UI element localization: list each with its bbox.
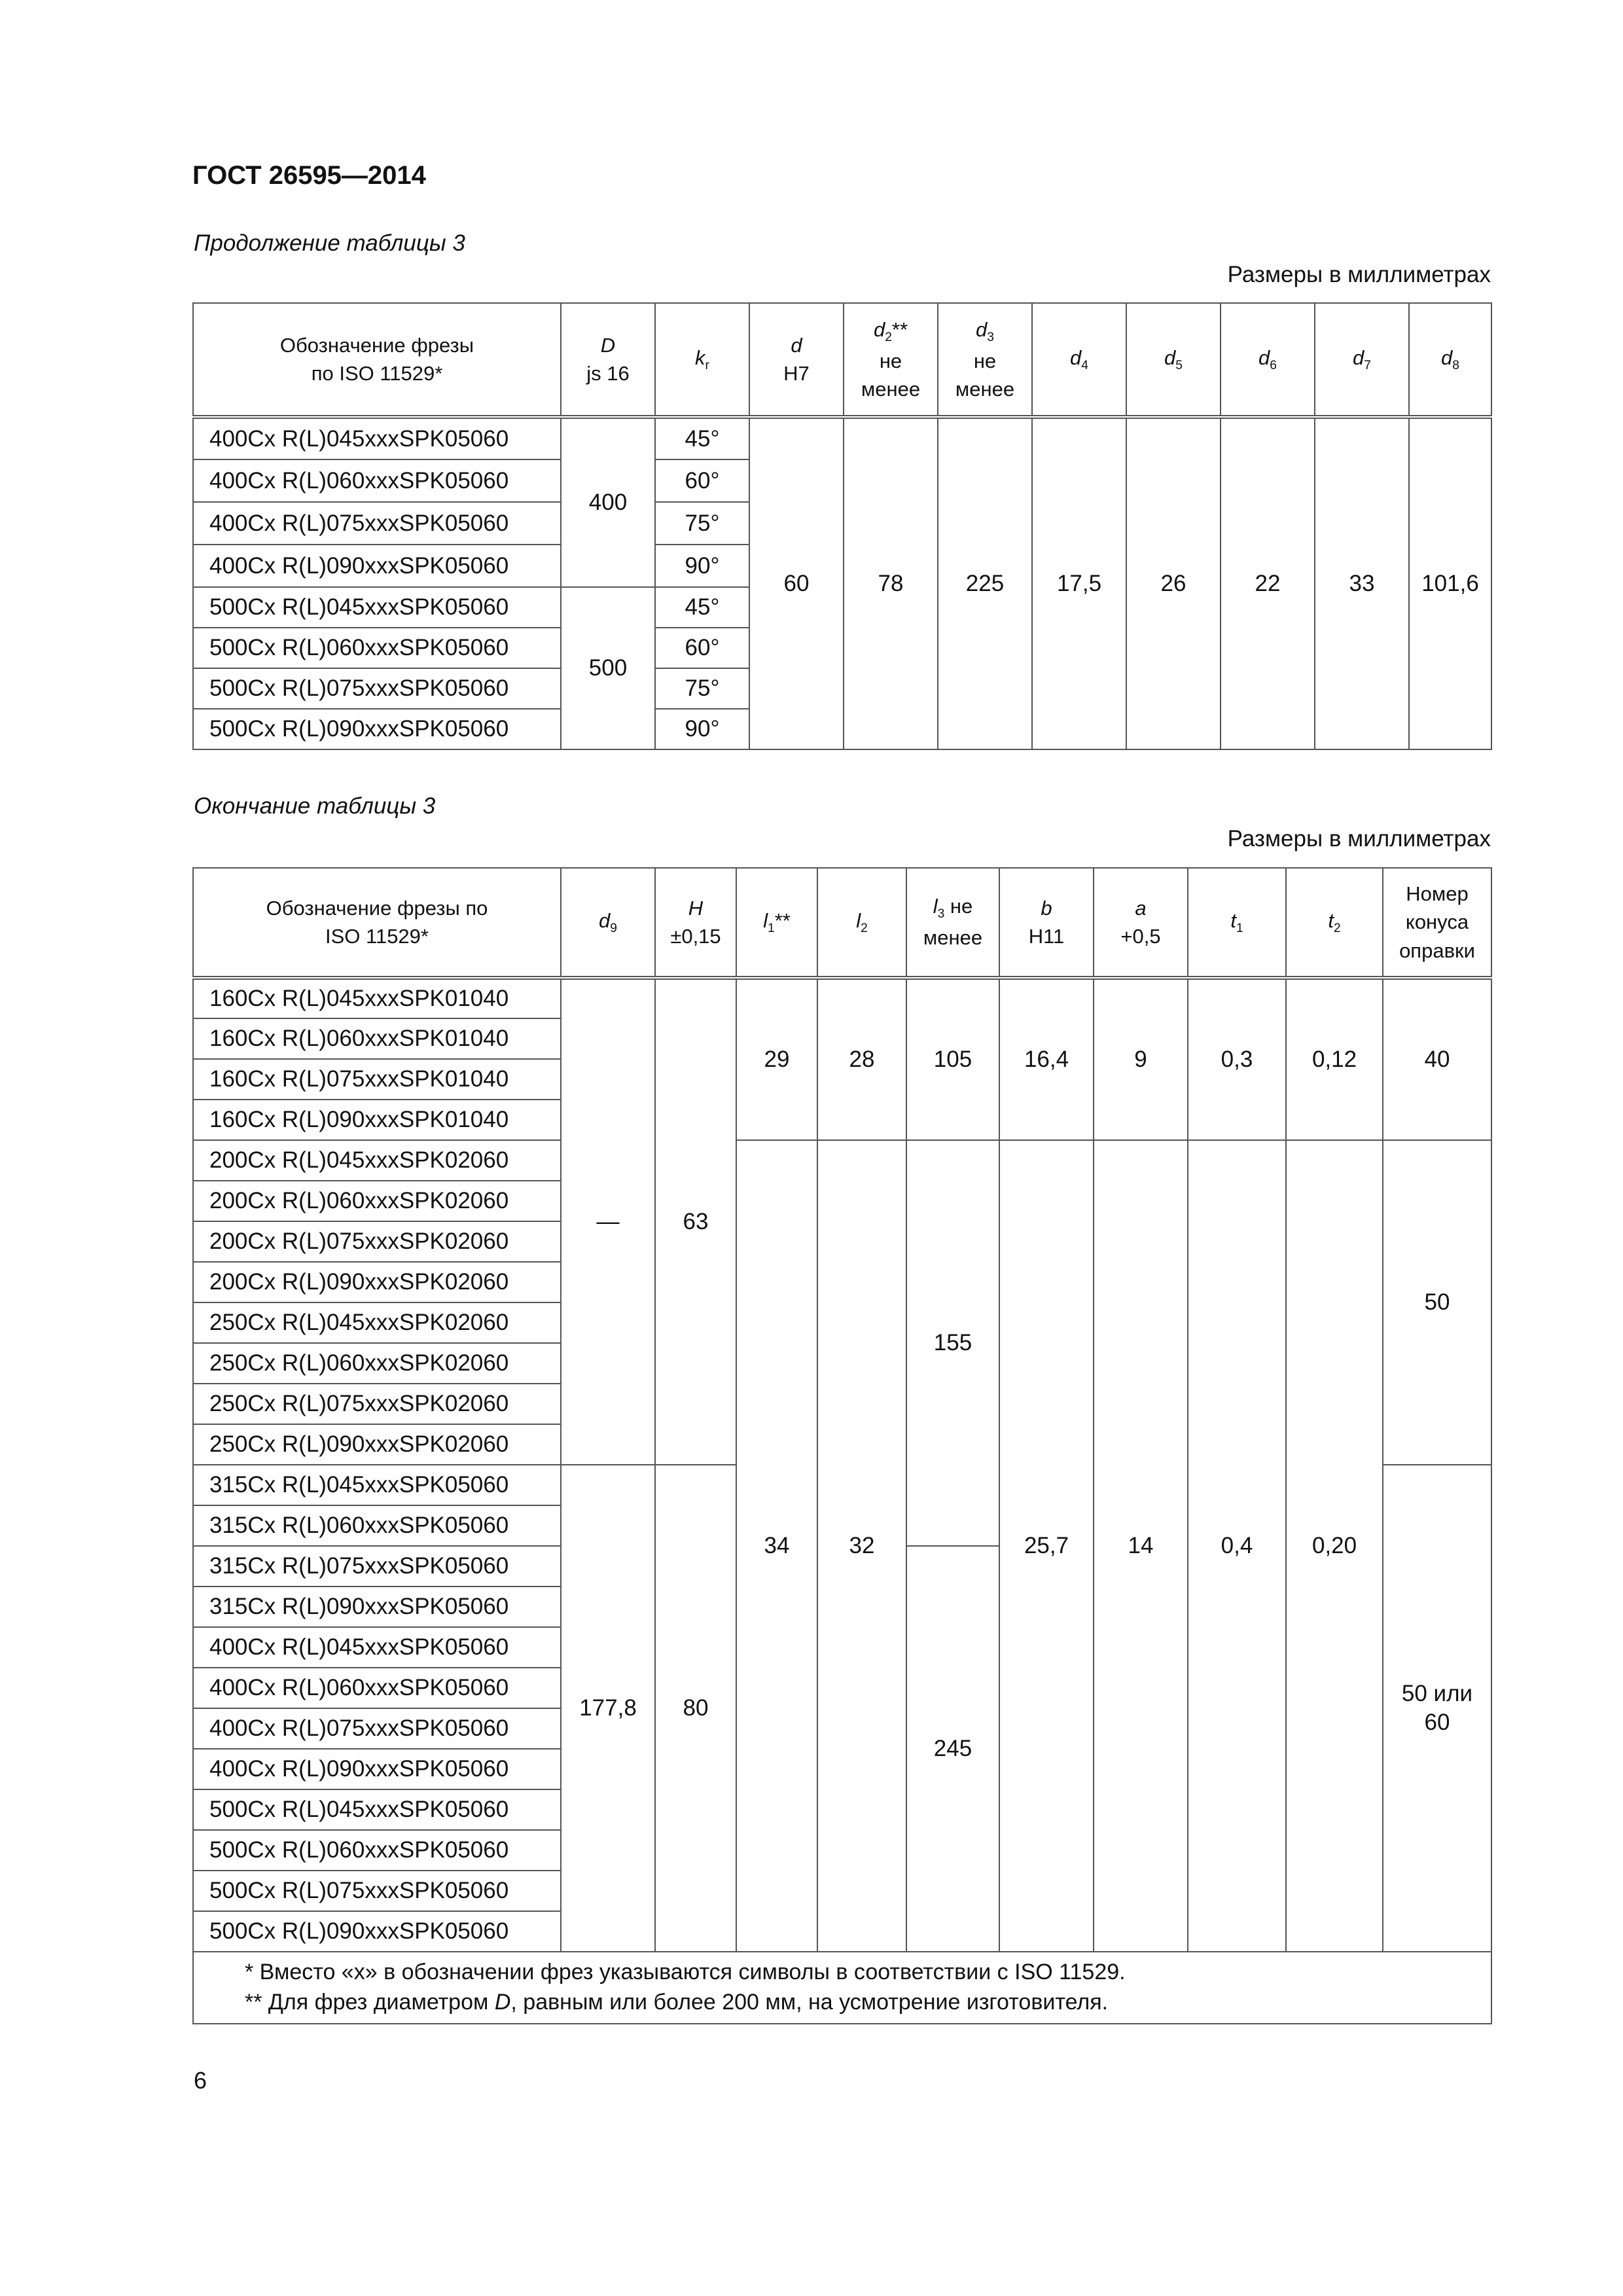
footnote-1: * Вместо «x» в обозначении фрез указываются символы в соответствии с ISO 11529. xyxy=(245,1960,1126,1984)
header-d5: $d_5$ xyxy=(1126,303,1221,417)
d3-cell: 225 xyxy=(938,417,1032,749)
designation-cell: 160Cx R(L)090xxxSPK01040 xyxy=(193,1100,561,1140)
D-cell: 400 xyxy=(561,417,655,587)
l1-cell: 34 xyxy=(736,1140,817,1952)
header-l3: $l_3$ не менее xyxy=(906,868,999,978)
header-taper-number: Номер конуса оправки xyxy=(1383,868,1491,978)
kr-cell: 75° xyxy=(655,502,749,545)
designation-cell: 500Cx R(L)045xxxSPK05060 xyxy=(193,1789,561,1830)
designation-cell: 160Cx R(L)045xxxSPK01040 xyxy=(193,978,561,1018)
taper-cell: 50 xyxy=(1383,1140,1491,1465)
designation-cell: 400Cx R(L)045xxxSPK05060 xyxy=(193,417,561,459)
footnotes xyxy=(193,1952,1491,2024)
taper-cell: 50 или 60 xyxy=(1383,1465,1491,1952)
header-d9: $d_9$ xyxy=(561,868,655,978)
header-d8: $d_8$ xyxy=(1409,303,1491,417)
t2-cell: 0,20 xyxy=(1286,1140,1383,1952)
designation-cell: 400Cx R(L)060xxxSPK05060 xyxy=(193,1668,561,1708)
d8-cell: 101,6 xyxy=(1409,417,1491,749)
header-kr: $k_r$ xyxy=(655,303,749,417)
header-H: H ±0,15 xyxy=(655,868,736,978)
header-d4: $d_4$ xyxy=(1032,303,1126,417)
designation-cell: 500Cx R(L)090xxxSPK05060 xyxy=(193,709,561,749)
header-d3: $d_3$ не менее xyxy=(938,303,1032,417)
d2-cell: 78 xyxy=(844,417,938,749)
designation-cell: 250Cx R(L)060xxxSPK02060 xyxy=(193,1343,561,1384)
designation-cell: 400Cx R(L)090xxxSPK05060 xyxy=(193,545,561,587)
t1-cell: 0,3 xyxy=(1188,978,1286,1140)
a-cell: 14 xyxy=(1094,1140,1188,1952)
header-d6: $d_6$ xyxy=(1221,303,1315,417)
table-end xyxy=(192,867,1492,2024)
header-l1: $l_1**$ xyxy=(736,868,817,978)
l1-cell: 29 xyxy=(736,978,817,1140)
table-row xyxy=(193,417,1491,459)
designation-cell: 250Cx R(L)090xxxSPK02060 xyxy=(193,1424,561,1465)
header-d: d H7 xyxy=(749,303,844,417)
designation-cell: 200Cx R(L)060xxxSPK02060 xyxy=(193,1181,561,1221)
designation-cell: 400Cx R(L)045xxxSPK05060 xyxy=(193,1627,561,1668)
designation-cell: 400Cx R(L)075xxxSPK05060 xyxy=(193,502,561,545)
kr-cell: 90° xyxy=(655,709,749,749)
d6-cell: 22 xyxy=(1221,417,1315,749)
designation-cell: 315Cx R(L)045xxxSPK05060 xyxy=(193,1465,561,1505)
header-b: b H11 xyxy=(999,868,1094,978)
kr-cell: 60° xyxy=(655,459,749,502)
d7-cell: 33 xyxy=(1315,417,1409,749)
D-cell: 500 xyxy=(561,587,655,749)
d4-cell: 17,5 xyxy=(1032,417,1126,749)
table-continuation-units: Размеры в миллиметрах xyxy=(1227,262,1491,287)
footnotes-row xyxy=(193,1952,1491,2024)
l2-cell: 32 xyxy=(817,1140,906,1952)
header-designation: Обозначение фрезы по ISO 11529* xyxy=(193,303,561,417)
document-code: ГОСТ 26595—2014 xyxy=(192,161,426,190)
table-continuation xyxy=(192,302,1492,750)
table-continuation-caption: Продолжение таблицы 3 xyxy=(194,230,465,256)
designation-cell: 200Cx R(L)045xxxSPK02060 xyxy=(193,1140,561,1181)
table-row xyxy=(193,978,1491,1018)
header-a: a +0,5 xyxy=(1094,868,1188,978)
header-D: D js 16 xyxy=(561,303,655,417)
kr-cell: 45° xyxy=(655,417,749,459)
H-cell: 63 xyxy=(655,978,736,1465)
header-t2: $t_2$ xyxy=(1286,868,1383,978)
header-t1: $t_1$ xyxy=(1188,868,1286,978)
header-d2: $d_2**$ не менее xyxy=(844,303,938,417)
l3-cell: 155 xyxy=(906,1140,999,1546)
t2-cell: 0,12 xyxy=(1286,978,1383,1140)
designation-cell: 400Cx R(L)075xxxSPK05060 xyxy=(193,1708,561,1749)
designation-cell: 250Cx R(L)045xxxSPK02060 xyxy=(193,1302,561,1343)
taper-cell: 40 xyxy=(1383,978,1491,1140)
d5-cell: 26 xyxy=(1126,417,1221,749)
designation-cell: 500Cx R(L)060xxxSPK05060 xyxy=(193,628,561,668)
designation-cell: 315Cx R(L)090xxxSPK05060 xyxy=(193,1587,561,1627)
a-cell: 9 xyxy=(1094,978,1188,1140)
kr-cell: 90° xyxy=(655,545,749,587)
b-cell: 25,7 xyxy=(999,1140,1094,1952)
designation-cell: 500Cx R(L)045xxxSPK05060 xyxy=(193,587,561,628)
designation-cell: 160Cx R(L)060xxxSPK01040 xyxy=(193,1018,561,1059)
designation-cell: 500Cx R(L)075xxxSPK05060 xyxy=(193,668,561,709)
designation-cell: 250Cx R(L)075xxxSPK02060 xyxy=(193,1384,561,1424)
designation-cell: 500Cx R(L)060xxxSPK05060 xyxy=(193,1830,561,1871)
l3-cell: 105 xyxy=(906,978,999,1140)
designation-cell: 200Cx R(L)090xxxSPK02060 xyxy=(193,1262,561,1302)
designation-cell: 400Cx R(L)090xxxSPK05060 xyxy=(193,1749,561,1789)
table-row xyxy=(193,1140,1491,1181)
d9-cell: 177,8 xyxy=(561,1465,655,1952)
designation-cell: 500Cx R(L)090xxxSPK05060 xyxy=(193,1911,561,1952)
kr-cell: 75° xyxy=(655,668,749,709)
header-l2: $l_2$ xyxy=(817,868,906,978)
d9-cell: — xyxy=(561,978,655,1465)
kr-cell: 45° xyxy=(655,587,749,628)
l2-cell: 28 xyxy=(817,978,906,1140)
kr-cell: 60° xyxy=(655,628,749,668)
designation-cell: 160Cx R(L)075xxxSPK01040 xyxy=(193,1059,561,1100)
d-cell: 60 xyxy=(749,417,844,749)
designation-cell: 500Cx R(L)075xxxSPK05060 xyxy=(193,1871,561,1911)
table-end-units: Размеры в миллиметрах xyxy=(1227,826,1491,852)
page-number: 6 xyxy=(194,2067,207,2094)
H-cell: 80 xyxy=(655,1465,736,1952)
designation-cell: 315Cx R(L)075xxxSPK05060 xyxy=(193,1546,561,1587)
designation-cell: 200Cx R(L)075xxxSPK02060 xyxy=(193,1221,561,1262)
table-end-caption: Окончание таблицы 3 xyxy=(194,793,436,819)
l3-cell: 245 xyxy=(906,1546,999,1952)
footnote-2: ** Для фрез диаметром D, равным или более 200 мм, на усмотрение изготовителя. xyxy=(245,1989,1109,2015)
t1-cell: 0,4 xyxy=(1188,1140,1286,1952)
header-designation: Обозначение фрезы по ISO 11529* xyxy=(193,868,561,978)
designation-cell: 315Cx R(L)060xxxSPK05060 xyxy=(193,1505,561,1546)
header-d7: $d_7$ xyxy=(1315,303,1409,417)
designation-cell: 400Cx R(L)060xxxSPK05060 xyxy=(193,459,561,502)
b-cell: 16,4 xyxy=(999,978,1094,1140)
